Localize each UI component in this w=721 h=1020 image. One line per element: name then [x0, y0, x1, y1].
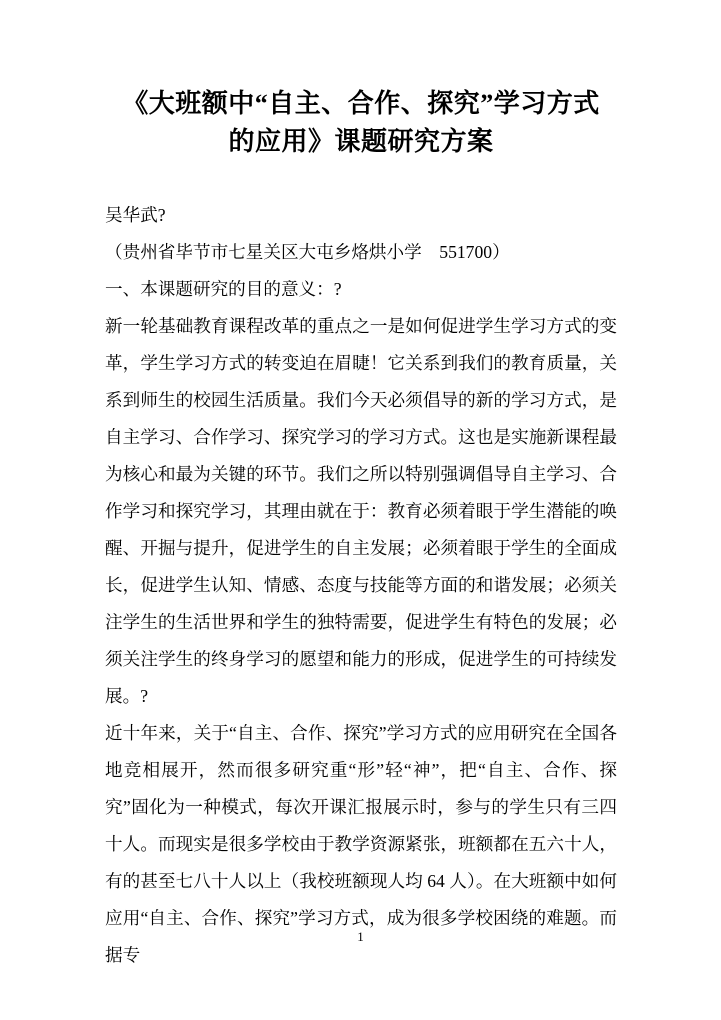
section-heading: 一、本课题研究的目的意义：? [105, 279, 342, 299]
document-title [105, 85, 617, 161]
affiliation-line: （贵州省毕节市七星关区大屯乡烙烘小学 551700） [105, 242, 510, 262]
page-number: 1 [357, 929, 364, 944]
author-line: 吴华武? [105, 205, 166, 225]
title-line-1: 《大班额中“自主、合作、探究”学习方式 [122, 89, 600, 118]
body-paragraph-2: 近十年来，关于“自主、合作、探究”学习方式的应用研究在全国各地竞相展开，然而很多研究重“形”轻“神”，把“自主、合作、探究”固化为一种模式，每次开课汇报展示时，参与的学生只有三四十人。而现实是很多学校由于教学资源紧张，班额都在五六十人，有的甚至七八十人以上（我校班额现人均 64 人）。在大班额中如何应用“自主、合作、探究”学习方式，成为很多学校困绕的难题。而据专 [105, 723, 617, 965]
title-line-2: 的应用》课题研究方案 [228, 127, 494, 156]
document-body [105, 197, 617, 974]
body-paragraph-1: 新一轮基础教育课程改革的重点之一是如何促进学生学习方式的变革，学生学习方式的转变迫在眉睫！它关系到我们的教育质量，关系到师生的校园生活质量。我们今天必须倡导的新的学习方式，是自主学习、合作学习、探究学习的学习方式。这也是实施新课程最为核心和最为关键的环节。我们之所以特别强调倡导自主学习、合作学习和探究学习，其理由就在于：教育必须着眼于学生潜能的唤醒、开掘与提升，促进学生的自主发展；必须着眼于学生的全面成长，促进学生认知、情感、态度与技能等方面的和谐发展；必须关注学生的生活世界和学生的独特需要，促进学生有特色的发展；必须关注学生的终身学习的愿望和能力的形成，促进学生的可持续发展。? [105, 316, 617, 706]
page-footer [0, 928, 721, 946]
